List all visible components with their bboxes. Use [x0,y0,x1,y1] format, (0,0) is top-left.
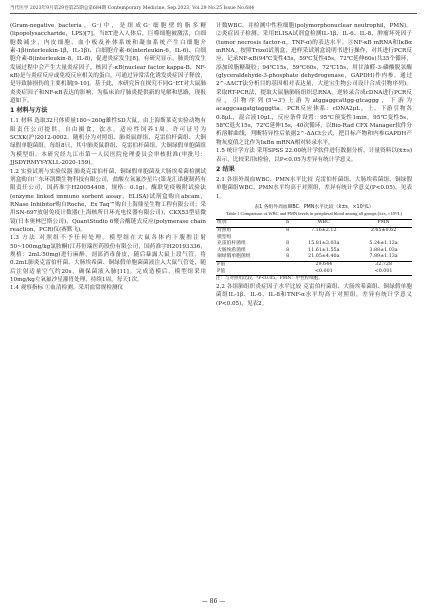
reagents-paragraph: 1.2 实验试剂与实验仪器 肺炎克雷伯杆菌、铜绿假单胞菌及大肠埃希菌检测试剂盒购自广东环凯微生物科技有限公司，盐酸左氧氟沙星片(第龙汇诺捷制药有限责任公司，国药准字H20054408，规格：0.1g)，酶联免疫吸附试验法(enzyme linked immuno sorbent assay，ELISA)试剂盒购自abcam，RNase Inhibitor购自Roche，Ex Taq™购自上海鼎星生物工程有限公司；采用SN-697放射免疫计数器(上海核所日环光电仪器有限公司)，CKX53型显微镜(日本奥林巴斯公司)，QuantStudio 6聚合酶链式反应(polymerase chain reaction，PCR)仪(赛默飞)。 [10,168,206,233]
table-row [216,262,412,269]
table-header: n [286,220,290,226]
section-heading-methods: 1 材料与方法 [10,107,48,115]
detection-paragraph: 计数WBC，并检测中性粒细胞(polymorphonuclear neutrophil，PMN)。②炎症因子检测。采用ELISA试剂盒检测IL-1β、IL-6、IL-8、肿瘤坏死因子(tumor necrosis factor-α，TNF-α)的表达水平。③NF-κB mRNA和IκBα mRNA。按照Trizol试剂盒，进样采试剂盒说明书进行操作，对其进行PCR反应，记录NF-κB(94℃变性45s，59℃复性45s，72℃延伸60s)共35个循环，添加琼脂糖凝胶；94℃15s，59℃60s，72℃15s，用甘油醛-3-磷酸脱氢酶(glyceraldehyde-3-phosphate dehydrogenase，GAPDH)作内参，通过2^-ΔΔCT法分析目的基因相对表达量，大逆宝生物公司设计合成引物序列)。采取RT-PCR法，提取大鼠脑肺肠组织总RNA，逆转录合成cDNA进行PCR反应，引物序列(5'→3')上游为atggaggcattgg-gtcaggg，下游为acaggcaagatgtagggtta。PCR反应体系：cDNA2μL，上、下游引物各0.8μL，混合液10μL，反应条件设置：95℃预变性1min，95℃变性5s，58℃退火15s，72℃延伸15s，40次循环，以Bio-Rad CFX Manager软件分析溶解曲线，判断特异性后依据2^-ΔΔCt公式，把目标产物和内参GAPDH产物灰度值之比作为IκBα mRNA相对转录水平。 [216,23,412,146]
table-1 [216,205,412,283]
materials-paragraph: 1.1 材料 选取32只体质量180~260g雄性SD大鼠，由上海斯莱克实验动物有限责任公司提供，自由摄食，饮水，适应性饲养1周。许可证号为SCXK(沪)2012-0002。随机分为对照组、肺炎鼠群组、克雷伯杆菌组、大铜绿假单胞菌组，每组8只，其中肺炎鼠群组、克雷伯杆菌组、大铜绿假单胞菌组为模型组。本研究经九江市第一人民医院伦理委员会审核批准(审批号：JJSDYRMYY-YXLL-2020-159)。 [10,118,206,167]
table-row [216,254,412,261]
table-cell: 29.644 [315,262,333,268]
table-caption-cn: 表1 各组外周血WBC、PMN水平比较（x̄±s，×10⁹/L） [254,204,374,210]
data-table [216,219,412,276]
table-cell: P值 [217,268,226,274]
running-header: 当代医学 2023年9月第29卷第25期总第684期 Contemporary Medicine, Sep.2023, Vol.29 No.25 Issue No.684 [10,5,417,14]
table-cell: 8 [286,247,290,253]
table-cell: F值 [217,262,226,268]
table-cell: 7.89±1.13a [369,254,398,260]
table-cell: 7.16±2.12 [311,228,337,234]
page-number: — 86 — [201,598,226,605]
table-cell: 21.05±4.40a [308,254,340,260]
table-caption-en: Table 1 Comparison of WBC and PMN levels in peripheral blood among all groups (x̄±s, ×10⁹/L) [226,211,402,217]
table-header: WBC [317,220,330,226]
table-cell: 32.728 [375,262,392,268]
table-cell [283,269,293,276]
table-cell: 8 [286,254,290,260]
table-header: PMN [377,220,390,226]
table-cell: 11.61±1.55a [308,247,340,253]
result-inflammation-paragraph: 2.2 各组肺组织炎症因子水平比较 克雷伯杆菌组、大肠埃希菌组、铜绿假单胞菌组IL-1β、IL-6、IL-8和TNF-α水平均高于对照组，差异有统计学意义(P<0.05)，见表2。 [216,283,412,307]
table-cell: 克雷伯杆菌组 [217,241,246,247]
statistics-paragraph: 1.5 统计学方法 采用SPSS 22.00统计学软件进行数据分析，计量资料以(x̄±s)表示，比较采用t检验，以P<0.05为差异有统计学意义。 [216,148,412,163]
table-cell: 模型组 [217,234,232,240]
right-column [216,22,412,308]
table-cell: 8 [286,228,290,234]
table-cell [283,262,293,269]
table-cell: 8 [286,241,290,247]
table-cell: 2.65±0.62 [370,228,397,234]
table-row [216,228,412,235]
table-cell: <0.001 [374,268,393,274]
indicators-paragraph: 1.4 观察指标 ①血清检测。采用血常规检测仪 [10,285,124,292]
table-cell: 3.88±1.03a [369,247,398,253]
left-column [10,22,206,293]
intro-paragraph: (Gram-negative bacteria，G⁻)中，是组成G⁻细胞壁的脂多糖(lipopolysaccharide，LPS)[7]。当ET进入人体后，巨噬细胞被激活，白细胞数减少，内皮细胞、血小板及补体系统和凝血系统产生白细胞介素-1β(interleukin-1β，IL-1β)、白细胞介素-6(interleukin-6，IL-6)、白细胞介素-8(interleukin-8，IL-8)，促进炎症发生[8]。有研究显示，肺炎的发生发展过程中会产生大量炎症因子，核因子-κB(nuclear factor kappa-B，NF-κB)是与炎症反应或免疫反应相关的蛋白，可通过异常活化诱发炎症因子释放，是导致肺损伤的主要机制[9-10]。基于此，本研究旨在探究不同G⁻ET对大鼠肺炎炎症因子和NF-κB表达的影响，为临床治疗肺炎提供新的见解和思路，现报道如下。 [10,23,206,105]
table-cell: 铜绿假单胞菌组 [217,254,251,260]
result-wbc-paragraph: 2.1 各组外周血WBC、PMN水平比较 克雷伯杆菌组、大肠埃希菌组、铜绿假单胞菌组WBC、PMN水平均高于对照组，差异有统计学意义(P<0.05)，见表1。 [216,176,412,200]
section-heading-results: 2 结果 [216,165,235,173]
table-row [216,269,412,276]
table-note: 注：与对照组比较，ᵃP<0.05。PMN：中性粒细胞。 [216,276,323,282]
table-cell: 15.81±3.03a [308,241,340,247]
table-cell: 大肠埃希菌组 [217,247,246,253]
methods-paragraph: 1.3 方法 对照组不予任何处理。模型组在大鼠各体内下腹腔注射50~100mg/kg氯胺酮(江苏恒瑞医药股份有限公司，国药准字H20193336，规格：2mL∶50mg)进行麻醉，剖部消毒备皮，随后暴露大鼠上段气管，将0.2mL肺炎克雷伯杆菌、大肠埃希菌、铜绿假单胞菌菌液注入大鼠气管处，随后注射适量空气约20s，确保菌液入肺[11]。完成造模后，模型组采用10mg/kg左氧氟沙星灌胃处理，持续1周，每天1次。 [10,235,206,283]
table-cell: 对照组 [217,228,232,234]
table-row [216,241,412,248]
table-header: 组别 [217,220,227,226]
table-cell: <0.001 [314,268,333,274]
table-cell: 5.24±1.12a [369,241,398,247]
